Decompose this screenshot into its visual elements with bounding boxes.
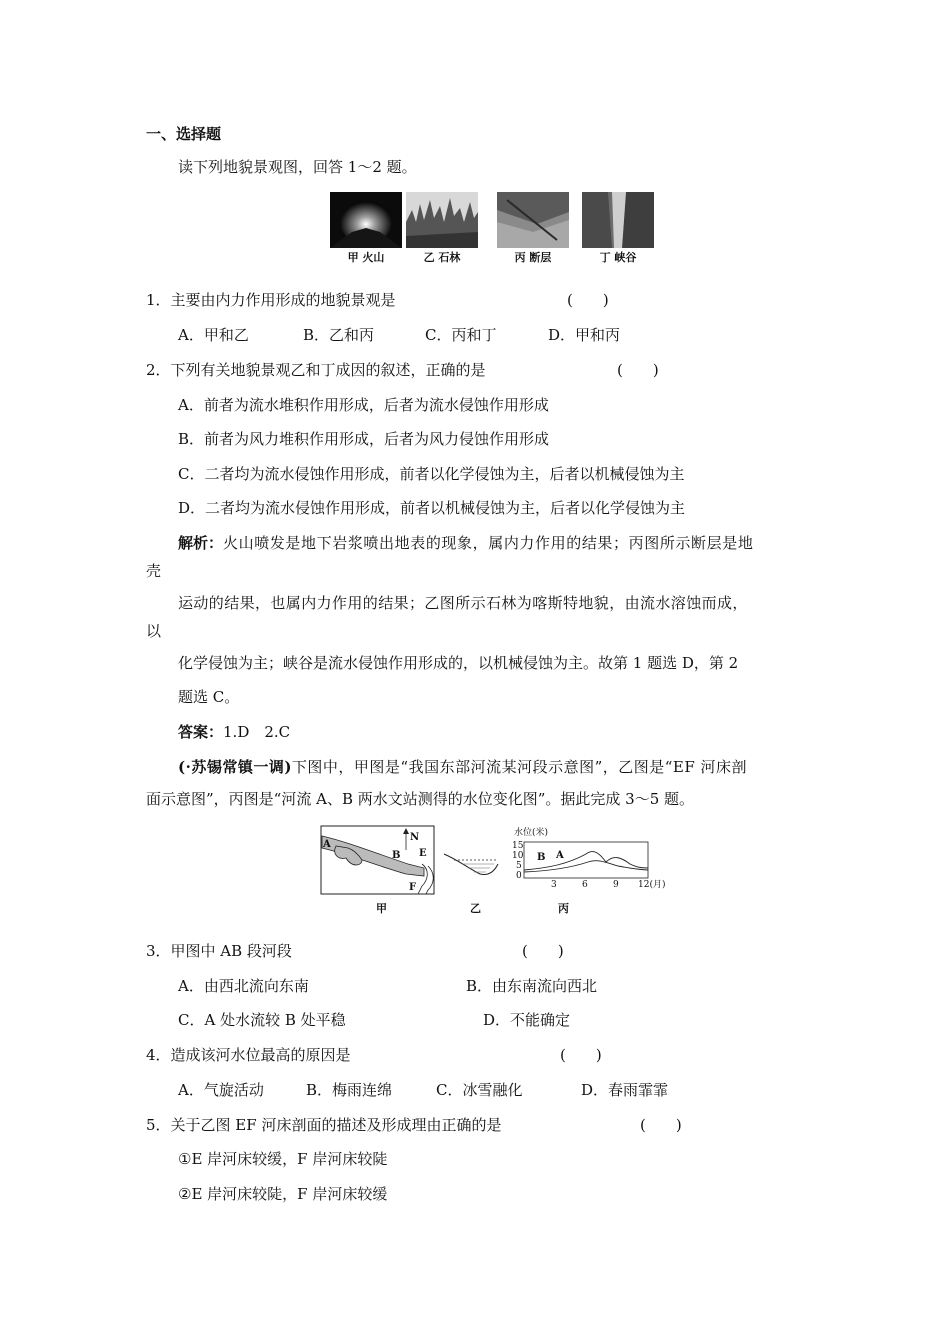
analysis-wrap-2: 以 xyxy=(146,622,162,640)
analysis-line-2: 运动的结果，也属内力作用的结果；乙图所示石林为喀斯特地貌，由流水溶蚀而成， xyxy=(178,594,748,612)
intro2-source: (·苏锡常镇一调) xyxy=(178,758,292,776)
chart-xtick-12: 12(月) xyxy=(638,880,666,890)
q1-answer-blank: ( ) xyxy=(567,291,609,309)
gorge-photo xyxy=(582,192,654,248)
north-arrow-label: N xyxy=(410,832,420,843)
q1-option-a: A．甲和乙 xyxy=(178,326,249,344)
intro-text: 读下列地貌景观图，回答 1～2 题。 xyxy=(178,158,417,176)
intro2-line-1 xyxy=(178,757,747,777)
q2-option-d: D．二者均为流水侵蚀作用形成，前者以机械侵蚀为主，后者以化学侵蚀为主 xyxy=(178,499,686,517)
intro2-line-2: 面示意图”，丙图是“河流 A、B 两水文站测得的水位变化图”。据此完成 3～5 题。 xyxy=(146,790,695,808)
fig2-label-yi: 乙 xyxy=(470,902,481,915)
stone-forest-photo xyxy=(406,192,478,248)
q3-option-b: B．由东南流向西北 xyxy=(466,977,598,995)
q5-stem: 5．关于乙图 EF 河床剖面的描述及形成理由正确的是 xyxy=(146,1116,502,1134)
chart-xtick-6: 6 xyxy=(582,880,588,890)
q4-option-d: D．春雨霏霏 xyxy=(581,1081,669,1099)
chart-y-axis-label: 水位(米) xyxy=(514,828,549,838)
chart-xtick-3: 3 xyxy=(551,880,557,890)
map-label-b: B xyxy=(392,850,401,861)
river-figure xyxy=(318,824,670,920)
q1-option-d: D．甲和丙 xyxy=(548,326,621,344)
q1-stem: 1．主要由内力作用形成的地貌景观是 xyxy=(146,291,396,309)
analysis-wrap-1: 壳 xyxy=(146,562,162,580)
q5-answer-blank: ( ) xyxy=(640,1116,682,1134)
answer-label: 答案： xyxy=(178,723,224,741)
chart-ytick-10: 10 xyxy=(512,851,524,861)
q3-option-d: D．不能确定 xyxy=(483,1011,571,1029)
riverbed-cross-section xyxy=(444,854,498,875)
intro2-text-1: 下图中，甲图是“我国东部河流某河段示意图”，乙图是“EF 河床剖 xyxy=(291,758,748,776)
analysis-label: 解析： xyxy=(178,534,224,552)
analysis-line-1 xyxy=(178,533,753,553)
chart-ytick-0: 0 xyxy=(516,871,522,881)
q2-option-c: C．二者均为流水侵蚀作用形成，前者以化学侵蚀为主，后者以机械侵蚀为主 xyxy=(178,465,685,483)
map-label-f: F xyxy=(409,882,417,893)
map-label-a: A xyxy=(323,839,331,850)
q2-answer-blank: ( ) xyxy=(617,361,659,379)
fault-photo xyxy=(497,192,569,248)
fig2-label-jia: 甲 xyxy=(376,902,387,915)
q3-option-c: C．A 处水流较 B 处平稳 xyxy=(178,1011,346,1029)
chart-ytick-5: 5 xyxy=(516,861,522,871)
caption-volcano: 甲 火山 xyxy=(347,251,385,264)
q4-option-b: B．梅雨连绵 xyxy=(306,1081,393,1099)
q3-answer-blank: ( ) xyxy=(522,942,564,960)
caption-stone-forest: 乙 石林 xyxy=(423,251,461,264)
q1-option-c: C．丙和丁 xyxy=(425,326,497,344)
q4-stem: 4．造成该河水位最高的原因是 xyxy=(146,1046,351,1064)
landform-photos-figure xyxy=(329,192,659,266)
volcano-photo xyxy=(330,192,402,248)
q2-stem: 2．下列有关地貌景观乙和丁成因的叙述，正确的是 xyxy=(146,361,486,379)
fig2-label-bing: 丙 xyxy=(558,902,569,915)
analysis-line-4: 题选 C。 xyxy=(178,688,240,706)
answer-line xyxy=(178,722,290,742)
answer-text: 1.D 2.C xyxy=(223,723,291,741)
analysis-text-1: 火山喷发是地下岩浆喷出地表的现象，属内力作用的结果；丙图所示断层是地 xyxy=(223,534,754,552)
chart-xtick-9: 9 xyxy=(613,880,619,890)
chart-series-a-label: A xyxy=(556,850,564,861)
analysis-line-3: 化学侵蚀为主；峡谷是流水侵蚀作用形成的，以机械侵蚀为主。故第 1 题选 D，第 2 xyxy=(178,654,739,672)
chart-series-b-label: B xyxy=(537,852,546,863)
q3-option-a: A．由西北流向东南 xyxy=(178,977,309,995)
q5-item-2: ②E 岸河床较陡，F 岸河床较缓 xyxy=(178,1185,388,1203)
q4-option-a: A．气旋活动 xyxy=(178,1081,264,1099)
q4-answer-blank: ( ) xyxy=(560,1046,602,1064)
caption-fault: 丙 断层 xyxy=(514,251,552,264)
q1-option-b: B．乙和丙 xyxy=(303,326,375,344)
q4-option-c: C．冰雪融化 xyxy=(436,1081,523,1099)
section-title: 一、选择题 xyxy=(146,125,222,143)
q2-option-a: A．前者为流水堆积作用形成，后者为流水侵蚀作用形成 xyxy=(178,396,549,414)
chart-ytick-15: 15 xyxy=(512,841,524,851)
caption-gorge: 丁 峡谷 xyxy=(599,251,637,264)
q3-stem: 3．甲图中 AB 段河段 xyxy=(146,942,292,960)
q2-option-b: B．前者为风力堆积作用形成，后者为风力侵蚀作用形成 xyxy=(178,430,550,448)
map-label-e: E xyxy=(419,848,427,859)
q5-item-1: ①E 岸河床较缓，F 岸河床较陡 xyxy=(178,1150,388,1168)
